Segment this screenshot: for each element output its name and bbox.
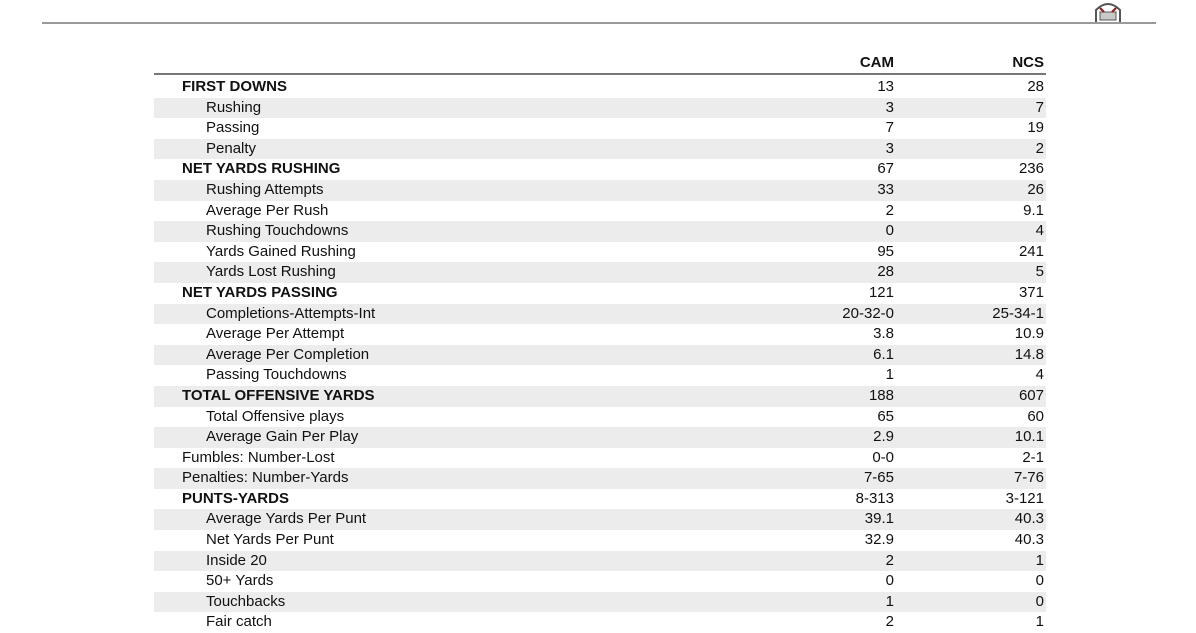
stat-value-team1: 7-65 bbox=[863, 469, 894, 487]
stat-value-team1: 0-0 bbox=[872, 448, 894, 466]
stat-value-team2: 19 bbox=[1027, 119, 1044, 137]
table-row bbox=[154, 324, 1046, 345]
stat-value-team2: 0 bbox=[1035, 592, 1044, 610]
stat-label: TOTAL OFFENSIVE YARDS bbox=[182, 386, 375, 404]
column-header-team2: NCS bbox=[1012, 54, 1044, 71]
stat-value-team1: 39.1 bbox=[864, 510, 894, 528]
table-row bbox=[154, 201, 1046, 222]
stat-value-team1: 2.9 bbox=[873, 428, 894, 446]
stat-value-team2: 236 bbox=[1018, 160, 1044, 178]
stat-value-team2: 0 bbox=[1035, 572, 1044, 590]
stat-label: Average Per Attempt bbox=[206, 325, 345, 343]
stat-value-team1: 1 bbox=[885, 592, 894, 610]
stat-value-team2: 25-34-1 bbox=[992, 304, 1044, 322]
stat-value-team2: 60 bbox=[1027, 407, 1044, 425]
stat-value-team1: 28 bbox=[877, 263, 894, 281]
stat-value-team1: 3.8 bbox=[873, 325, 894, 343]
stat-label: Rushing bbox=[206, 98, 262, 116]
stat-value-team1: 3 bbox=[885, 98, 894, 116]
table-row bbox=[154, 304, 1046, 325]
team-stats-table bbox=[154, 52, 1046, 633]
stat-label: Average Per Completion bbox=[206, 345, 370, 363]
stat-label: NET YARDS PASSING bbox=[182, 283, 338, 301]
table-row bbox=[154, 571, 1046, 592]
table-row bbox=[154, 242, 1046, 263]
stat-value-team1: 121 bbox=[868, 283, 894, 301]
stat-label: Passing Touchdowns bbox=[206, 366, 347, 384]
stat-value-team2: 26 bbox=[1027, 180, 1044, 198]
stat-value-team1: 32.9 bbox=[864, 531, 894, 549]
stat-value-team1: 1 bbox=[885, 366, 894, 384]
stat-value-team2: 10.9 bbox=[1014, 325, 1044, 343]
stat-value-team1: 2 bbox=[885, 551, 894, 569]
table-row bbox=[154, 118, 1046, 139]
stat-label: Penalty bbox=[206, 139, 257, 157]
stat-value-team2: 7 bbox=[1035, 98, 1044, 116]
stat-value-team1: 8-313 bbox=[855, 489, 894, 507]
table-row bbox=[154, 448, 1046, 469]
stat-value-team2: 241 bbox=[1018, 242, 1044, 260]
stat-label: Yards Gained Rushing bbox=[206, 242, 356, 260]
stat-value-team1: 6.1 bbox=[873, 345, 894, 363]
stat-label: Average Yards Per Punt bbox=[206, 510, 367, 528]
table-row bbox=[154, 262, 1046, 283]
stat-value-team1: 188 bbox=[868, 386, 894, 404]
stat-label: Completions-Attempts-Int bbox=[206, 304, 376, 322]
stat-value-team2: 4 bbox=[1035, 222, 1044, 240]
stat-label: Fair catch bbox=[206, 613, 272, 631]
stat-label: Rushing Attempts bbox=[206, 180, 324, 198]
stat-value-team2: 9.1 bbox=[1023, 201, 1044, 219]
stat-value-team2: 40.3 bbox=[1014, 510, 1044, 528]
table-row bbox=[154, 365, 1046, 386]
stat-label: Average Gain Per Play bbox=[206, 428, 359, 446]
stat-label: Rushing Touchdowns bbox=[206, 222, 349, 240]
stat-value-team2: 2-1 bbox=[1022, 448, 1044, 466]
stat-value-team2: 1 bbox=[1035, 613, 1044, 631]
stat-label: Total Offensive plays bbox=[206, 407, 345, 425]
stat-value-team2: 5 bbox=[1035, 263, 1044, 281]
stat-value-team2: 40.3 bbox=[1014, 531, 1044, 549]
stat-value-team2: 371 bbox=[1018, 283, 1044, 301]
table-row bbox=[154, 427, 1046, 448]
table-row bbox=[154, 77, 1046, 98]
table-row bbox=[154, 489, 1046, 510]
stat-label: 50+ Yards bbox=[206, 572, 274, 590]
stat-value-team2: 607 bbox=[1018, 386, 1044, 404]
stat-value-team1: 2 bbox=[885, 613, 894, 631]
table-row bbox=[154, 468, 1046, 489]
stat-label: Inside 20 bbox=[206, 551, 267, 569]
stats-rows bbox=[154, 77, 1046, 633]
stat-value-team1: 20-32-0 bbox=[842, 304, 894, 322]
table-row bbox=[154, 592, 1046, 613]
stat-value-team1: 2 bbox=[885, 201, 894, 219]
stat-label: PUNTS-YARDS bbox=[182, 489, 289, 507]
team-logo-icon bbox=[1090, 0, 1126, 22]
stat-label: Fumbles: Number-Lost bbox=[182, 448, 335, 466]
stat-label: Yards Lost Rushing bbox=[206, 263, 336, 281]
table-header bbox=[154, 52, 1046, 72]
table-row bbox=[154, 407, 1046, 428]
stat-value-team2: 14.8 bbox=[1014, 345, 1044, 363]
stat-value-team2: 4 bbox=[1035, 366, 1044, 384]
stat-value-team1: 33 bbox=[877, 180, 894, 198]
stat-value-team2: 2 bbox=[1035, 139, 1044, 157]
stat-value-team2: 28 bbox=[1027, 78, 1044, 95]
stat-label: Passing bbox=[206, 119, 260, 137]
column-header-team1: CAM bbox=[859, 54, 894, 71]
table-row bbox=[154, 612, 1046, 633]
stat-value-team1: 13 bbox=[877, 78, 894, 95]
table-row bbox=[154, 530, 1046, 551]
stat-value-team2: 1 bbox=[1035, 551, 1044, 569]
stat-label: Average Per Rush bbox=[206, 201, 329, 219]
table-row bbox=[154, 283, 1046, 304]
stat-value-team1: 3 bbox=[885, 139, 894, 157]
stat-label: Touchbacks bbox=[206, 592, 286, 610]
stat-value-team2: 3-121 bbox=[1005, 489, 1044, 507]
stat-value-team1: 0 bbox=[885, 572, 894, 590]
stat-value-team2: 10.1 bbox=[1014, 428, 1044, 446]
top-divider bbox=[42, 22, 1156, 24]
stat-label: Penalties: Number-Yards bbox=[182, 469, 349, 487]
stat-value-team2: 7-76 bbox=[1013, 469, 1044, 487]
stat-value-team1: 67 bbox=[877, 160, 894, 178]
table-row bbox=[154, 180, 1046, 201]
table-row bbox=[154, 509, 1046, 530]
table-row bbox=[154, 386, 1046, 407]
stat-label: FIRST DOWNS bbox=[182, 78, 287, 95]
table-row bbox=[154, 159, 1046, 180]
stat-label: NET YARDS RUSHING bbox=[182, 160, 341, 178]
stat-value-team1: 0 bbox=[885, 222, 894, 240]
table-row bbox=[154, 345, 1046, 366]
table-row bbox=[154, 139, 1046, 160]
stat-value-team1: 65 bbox=[877, 407, 894, 425]
table-row bbox=[154, 551, 1046, 572]
table-row bbox=[154, 98, 1046, 119]
table-row bbox=[154, 221, 1046, 242]
stat-value-team1: 95 bbox=[877, 242, 894, 260]
header-divider bbox=[154, 73, 1046, 75]
stat-value-team1: 7 bbox=[885, 119, 894, 137]
stat-label: Net Yards Per Punt bbox=[206, 531, 334, 549]
